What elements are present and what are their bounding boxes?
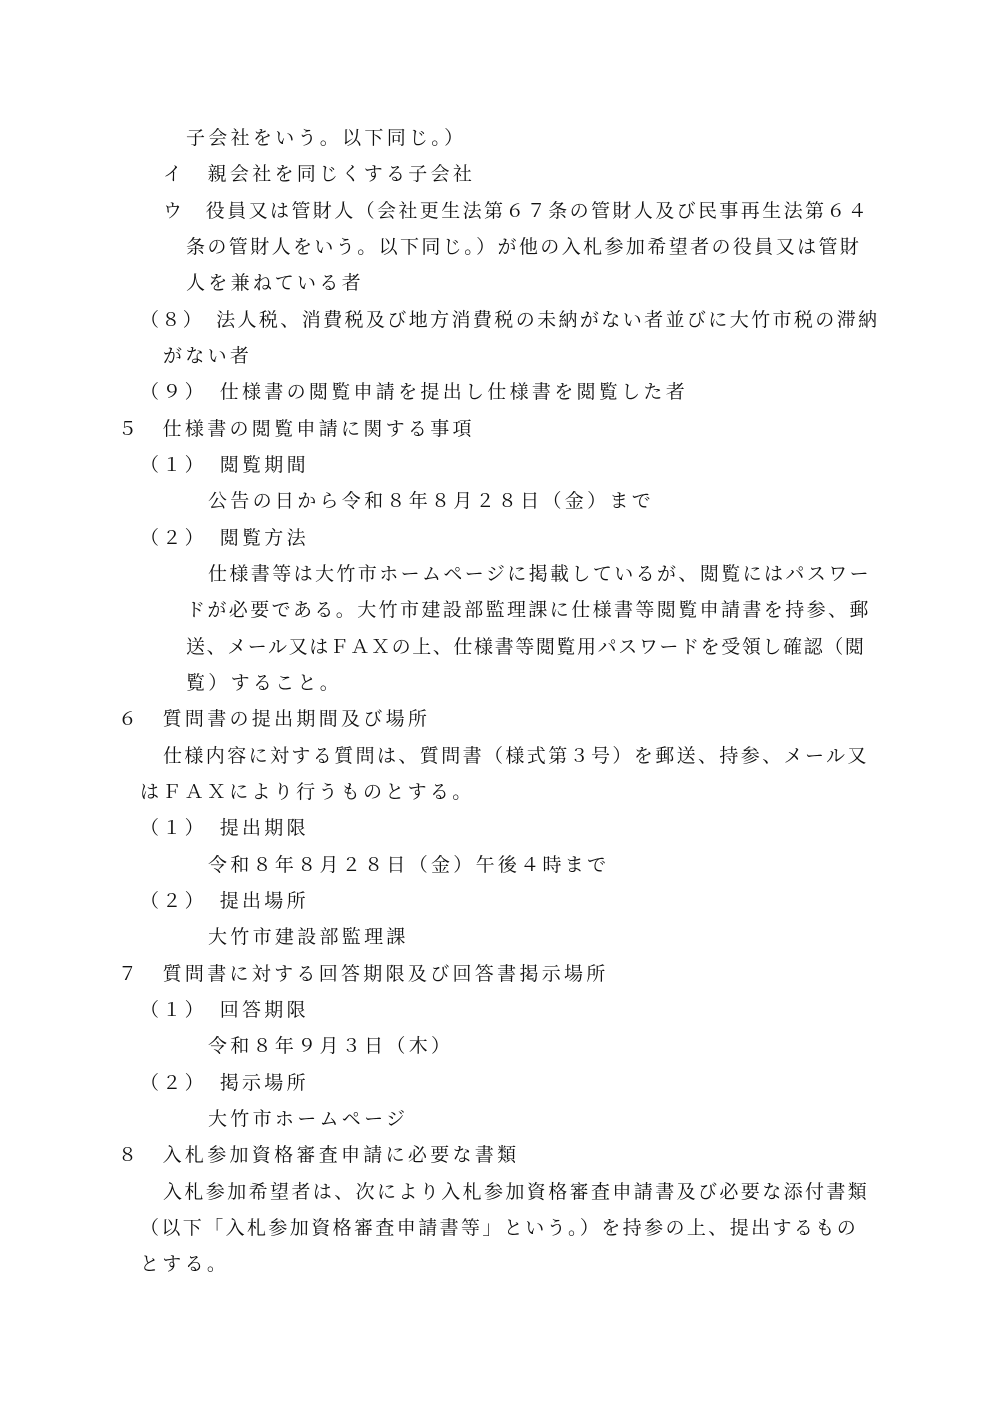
text-line: （９） 仕様書の閲覧申請を提出し仕様書を閲覧した者: [140, 381, 689, 403]
text-line: 令和８年９月３日（木）: [208, 1035, 454, 1057]
text-line: 仕様書等は大竹市ホームページに掲載しているが、閲覧にはパスワー: [208, 563, 872, 585]
text-line: イ 親会社を同じくする子会社: [163, 163, 476, 185]
text-line: （１） 回答期限: [140, 999, 309, 1021]
text-line: 子会社をいう。以下同じ。）: [186, 127, 467, 149]
text-line: 大竹市建設部監理課: [208, 926, 409, 948]
text-line: はＦＡＸにより行うものとする。: [140, 781, 475, 803]
text-line: 覧）すること。: [186, 672, 343, 694]
text-line: 仕様内容に対する質問は、質問書（様式第３号）を郵送、持参、メール又: [163, 745, 869, 767]
text-line: （１） 閲覧期間: [140, 454, 309, 476]
text-line: 送、メール又はＦＡＸの上、仕様書等閲覧用パスワードを受領し確認（閲: [186, 636, 866, 658]
text-line: （２） 閲覧方法: [140, 527, 309, 549]
text-line: 条の管財人をいう。以下同じ。）が他の入札参加希望者の役員又は管財: [186, 236, 862, 258]
section-heading: ６ 質問書の提出期間及び場所: [118, 708, 431, 730]
text-line: ウ 役員又は管財人（会社更生法第６７条の管財人及び民事再生法第６４: [163, 200, 870, 222]
text-line: 人を兼ねている者: [186, 272, 364, 294]
section-heading: ５ 仕様書の閲覧申請に関する事項: [118, 418, 475, 440]
text-line: 令和８年８月２８日（金）午後４時まで: [208, 854, 610, 876]
text-line: （２） 提出場所: [140, 890, 309, 912]
text-line: 公告の日から令和８年８月２８日（金）まで: [208, 490, 655, 512]
text-line: （８） 法人税、消費税及び地方消費税の未納がない者並びに大竹市税の滞納: [140, 309, 880, 331]
text-line: ドが必要である。大竹市建設部監理課に仕様書等閲覧申請書を持参、郵: [186, 599, 871, 621]
section-heading: ７ 質問書に対する回答期限及び回答書掲示場所: [118, 963, 609, 985]
text-line: とする。: [140, 1253, 230, 1275]
section-heading: ８ 入札参加資格審査申請に必要な書類: [118, 1144, 520, 1166]
text-line: がない者: [163, 345, 253, 367]
text-line: （２） 掲示場所: [140, 1072, 309, 1094]
text-line: （以下「入札参加資格審査申請書等」という。）を持参の上、提出するもの: [140, 1217, 859, 1239]
text-line: 大竹市ホームページ: [208, 1108, 409, 1130]
text-line: （１） 提出期限: [140, 817, 309, 839]
text-line: 入札参加希望者は、次により入札参加資格審査申請書及び必要な添付書類: [163, 1181, 870, 1203]
